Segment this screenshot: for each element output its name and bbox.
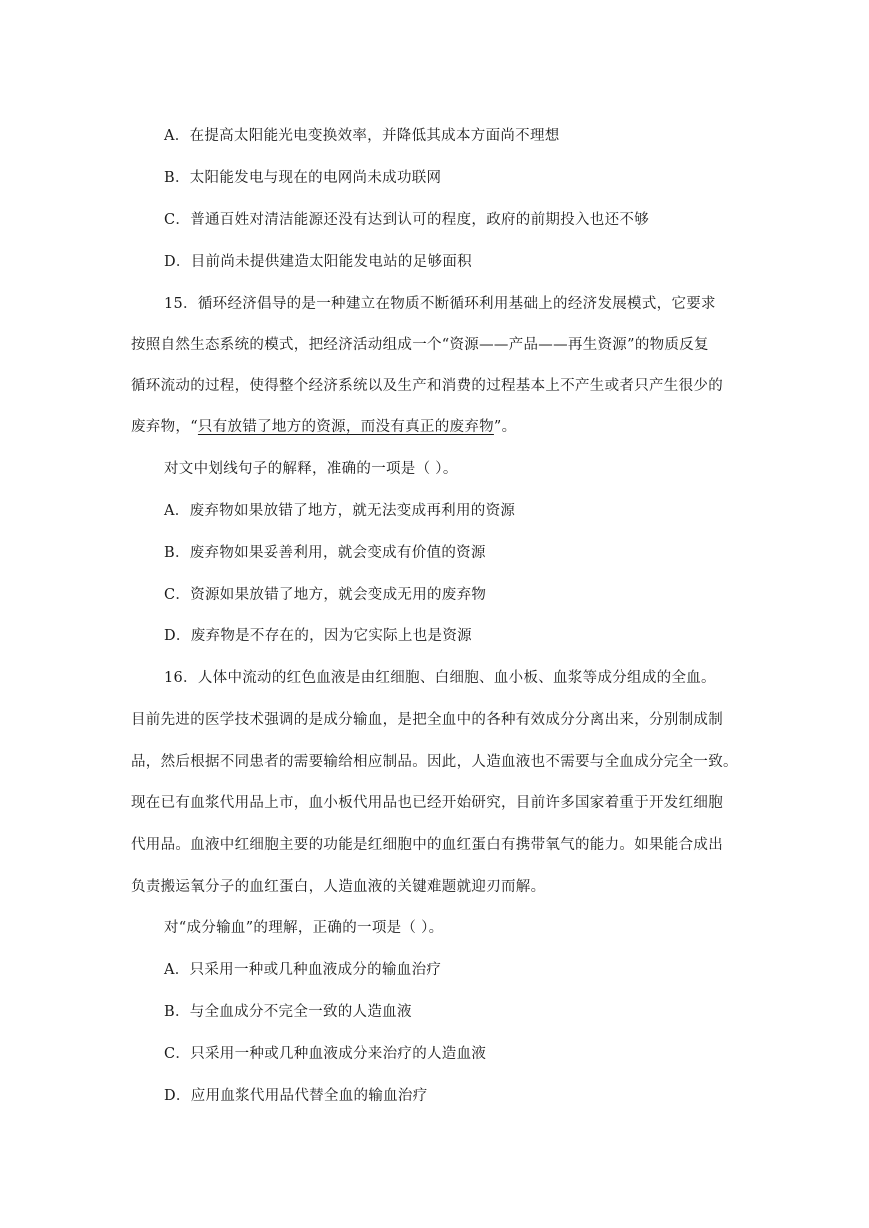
- q15-option-c: C．资源如果放错了地方，就会变成无用的废弃物: [164, 587, 487, 603]
- q15-line-4-suffix: ”。: [493, 419, 517, 435]
- q15-option-d: D．废弃物是不存在的，因为它实际上也是资源: [164, 628, 472, 644]
- q16-passage-line-3: 品，然后根据不同患者的需要输给相应制品。因此，人造血液也不需要与全血成分完全一致。: [131, 754, 738, 770]
- q14-option-c: C．普通百姓对清洁能源还没有达到认可的程度，政府的前期投入也还不够: [164, 212, 649, 228]
- q15-passage-line-4: [131, 417, 516, 437]
- q16-passage-line-5: 代用品。血液中红细胞主要的功能是红细胞中的血红蛋白有携带氧气的能力。如果能合成出: [131, 837, 723, 853]
- q15-passage-line-2: 按照自然生态系统的模式，把经济活动组成一个“资源——产品——再生资源”的物质反复: [131, 337, 709, 353]
- q15-line-4-prefix: 废弃物，“: [131, 419, 198, 435]
- q14-option-d: D．目前尚未提供建造太阳能发电站的足够面积: [164, 254, 472, 270]
- q14-option-b: B．太阳能发电与现在的电网尚未成功联网: [164, 170, 442, 186]
- q16-option-d: D．应用血浆代用品代替全血的输血治疗: [164, 1088, 428, 1104]
- q16-question: 对“成分输血”的理解，正确的一项是（ ）。: [164, 920, 444, 936]
- q16-passage-line-2: 目前先进的医学技术强调的是成分输血，是把全血中的各种有效成分分离出来，分别制成制: [131, 712, 723, 728]
- q15-underlined-sentence: 只有放错了地方的资源，而没有真正的废弃物: [197, 419, 494, 435]
- q15-passage-line-3: 循环流动的过程，使得整个经济系统以及生产和消费的过程基本上不产生或者只产生很少的: [131, 378, 723, 394]
- q16-passage-line-1: 16．人体中流动的红色血液是由红细胞、白细胞、血小板、血浆等成分组成的全血。: [164, 670, 716, 686]
- q16-passage-line-6: 负责搬运氧分子的血红蛋白，人造血液的关键难题就迎刃而解。: [131, 879, 546, 895]
- q16-option-c: C．只采用一种或几种血液成分来治疗的人造血液: [164, 1046, 487, 1062]
- q15-question: 对文中划线句子的解释，准确的一项是（ ）。: [164, 461, 458, 477]
- q16-passage-line-4: 现在已有血浆代用品上市，血小板代用品也已经开始研究，目前许多国家着重于开发红细胞: [131, 795, 723, 811]
- q15-option-a: A．废弃物如果放错了地方，就无法变成再利用的资源: [164, 503, 516, 519]
- q15-option-b: B．废弃物如果妥善利用，就会变成有价值的资源: [164, 545, 486, 561]
- q16-option-a: A．只采用一种或几种血液成分的输血治疗: [164, 962, 442, 978]
- q16-option-b: B．与全血成分不完全一致的人造血液: [164, 1004, 412, 1020]
- q14-option-a: A．在提高太阳能光电变换效率，并降低其成本方面尚不理想: [164, 128, 560, 144]
- q15-passage-line-1: 15．循环经济倡导的是一种建立在物质不断循环利用基础上的经济发展模式，它要求: [164, 296, 716, 312]
